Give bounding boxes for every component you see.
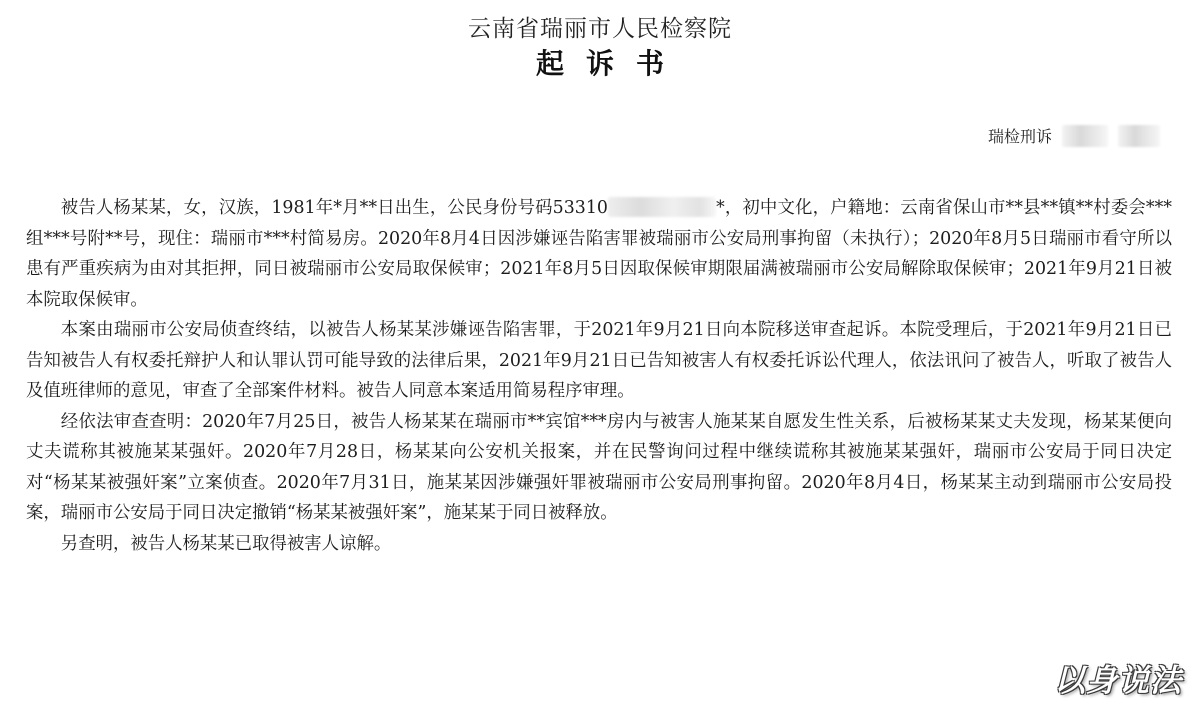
paragraph-additional-findings: 另查明，被告人杨某某已取得被害人谅解。 — [60, 533, 392, 554]
paragraph-case-procedure: 本案由瑞丽市公安局侦查终结，以被告人杨某某涉嫌诬告陷害罪，于2021年9月21日向本院移送审查起诉。本院受理后，于2021年9月21日已告知被告人有权委托辩护人和认罪认罚可能导致的法律后果，2021年9月21日已告知被害人有权委托诉讼代理人，依法讯问了被告人，听取了被告人及值班律师的意见，审查了全部案件材料。被告人同意本案适用简易程序审理。 — [26, 320, 1172, 401]
redacted-id-number — [608, 197, 716, 217]
document-body — [26, 193, 1172, 559]
redacted-year-block — [1062, 125, 1108, 147]
paragraph-defendant-info — [26, 193, 1172, 315]
document-title: 起诉书 — [535, 47, 686, 80]
paragraph-defendant-info-part1: 被告人杨某某，女，汉族，1981年*月**日出生，公民身份号码53310 — [60, 198, 608, 218]
paragraph-facts: 经依法审查查明：2020年7月25日，被告人杨某某在瑞丽市**宾馆***房内与被害人施某某自愿发生性关系，后被杨某某丈夫发现，杨某某便向丈夫谎称其被施某某强奸。2020年7月28日，杨某某向公安机关报案，并在民警询问过程中继续谎称其被施某某强奸，瑞丽市公安局于同日决定对“杨某某被强奸案”立案侦查。2020年7月31日，施某某因涉嫌强奸罪被瑞丽市公安局刑事拘留。2020年8月4日，杨某某主动到瑞丽市公安局投案，瑞丽市公安局于同日决定撤销“杨某某被强奸案”，施某某于同日被释放。 — [26, 411, 1172, 523]
document-number — [988, 124, 1160, 147]
paragraph-defendant-info-part2: *，初中文化，户籍地：云南省保山市**县**镇**村委会***组***号附**号，现住：瑞丽市***村简易房。2020年8月4日因涉嫌诬告陷害罪被瑞丽市公安局刑事拘留（未执行）；2020年8月5日瑞丽市看守所以患有严重疾病为由对其拒押，同日被瑞丽市公安局取保候审；2021年8月5日因取保候审期限届满被瑞丽市公安局解除取保候审；2021年9月21日被本院取保候审。 — [26, 198, 1172, 310]
redacted-number-block — [1118, 125, 1160, 147]
watermark-logo: 以身说法 — [1054, 663, 1182, 699]
document-number-prefix: 瑞检刑诉 — [987, 127, 1052, 146]
procuratorate-name: 云南省瑞丽市人民检察院 — [468, 16, 732, 42]
